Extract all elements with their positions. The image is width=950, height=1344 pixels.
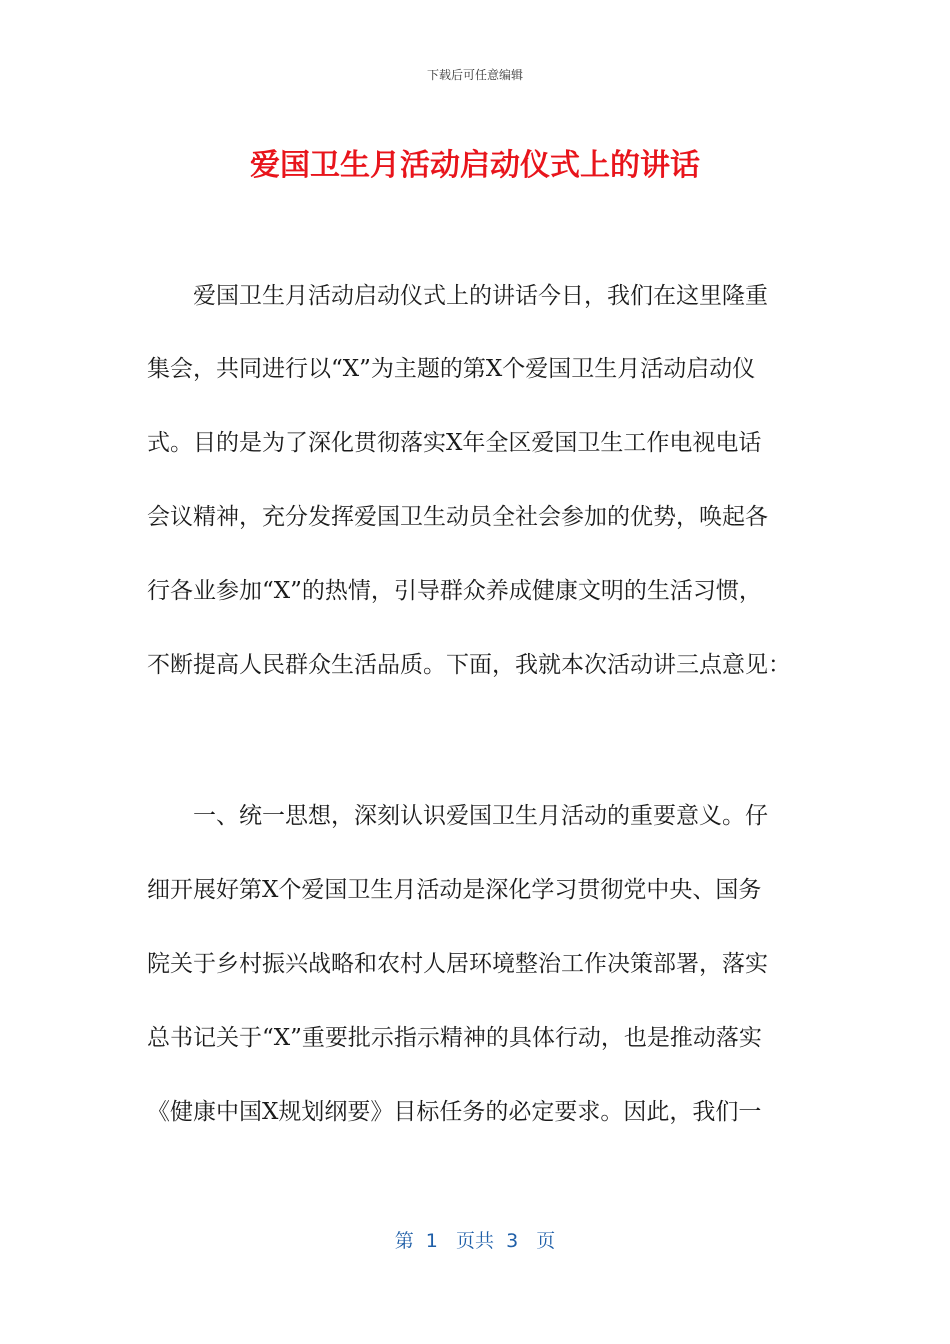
body-line: 院关于乡村振兴战略和农村人居环境整治工作决策部署，落实 (147, 951, 768, 977)
body-line: 总书记关于“X”重要批示指示精神的具体行动，也是推动落实 (147, 1025, 762, 1051)
body-line: 行各业参加“X”的热情，引导群众养成健康文明的生活习惯， (147, 578, 762, 604)
body-line: 《健康中国X规划纲要》目标任务的必定要求。因此，我们一 (147, 1099, 762, 1125)
document-title: 爱国卫生月活动启动仪式上的讲话 (250, 148, 700, 183)
body-line: 集会，共同进行以“X”为主题的第X个爱国卫生月活动启动仪 (147, 356, 756, 382)
body-line: 爱国卫生月活动启动仪式上的讲话今日，我们在这里隆重 (147, 283, 768, 309)
body-line: 会议精神，充分发挥爱国卫生动员全社会参加的优势，唤起各 (147, 504, 768, 530)
body-line: 细开展好第X个爱国卫生月活动是深化学习贯彻党中央、国务 (147, 877, 762, 903)
header-note: 下载后可任意编辑 (426, 68, 523, 82)
body-line: 式。目的是为了深化贯彻落实X年全区爱国卫生工作电视电话 (147, 430, 762, 456)
body-line: 不断提高人民群众生活品质。下面，我就本次活动讲三点意见： (147, 652, 791, 678)
body-line: 一、统一思想，深刻认识爱国卫生月活动的重要意义。仔 (147, 803, 768, 829)
page-number: 第 1 页共 3 页 (394, 1230, 556, 1252)
